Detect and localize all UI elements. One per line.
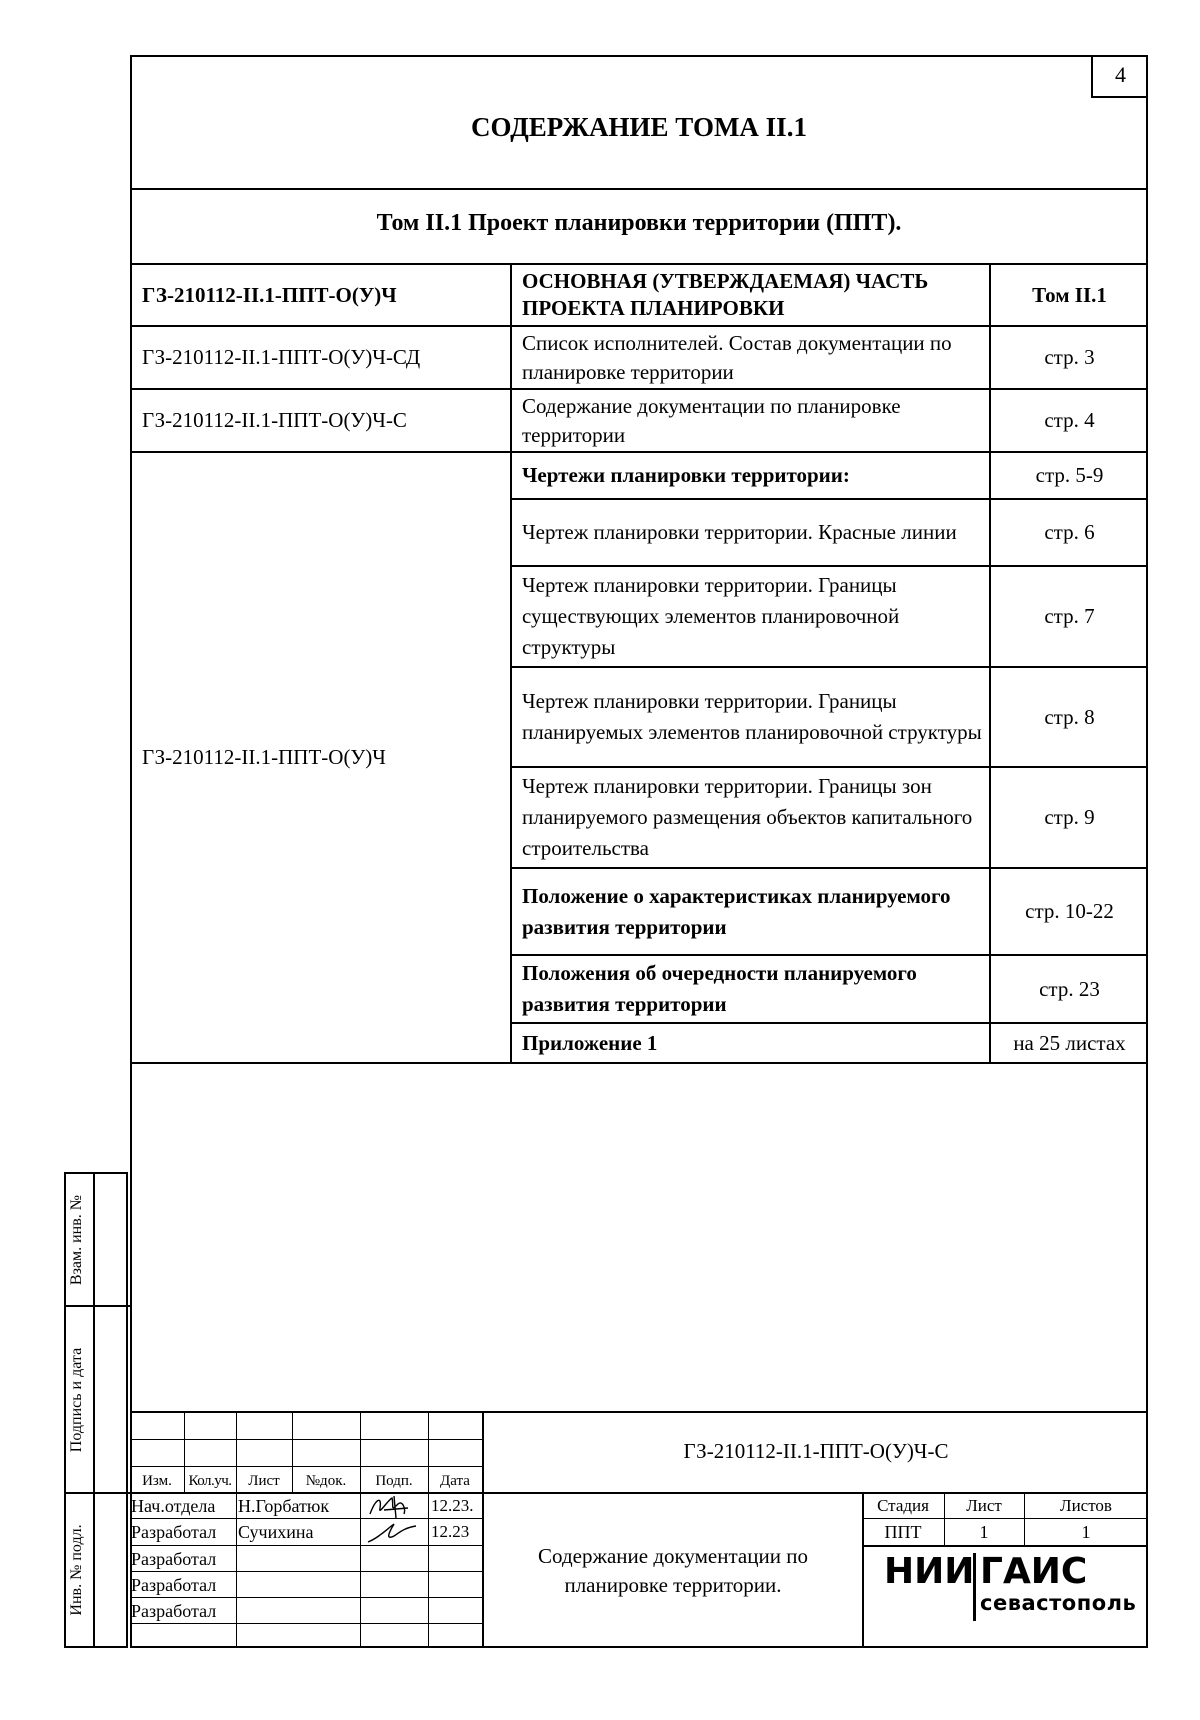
group-row-name: Чертеж планировки территории. Границы существующих элементов планировочной структуры	[522, 573, 900, 659]
page-number: 4	[1091, 55, 1148, 98]
group-row-name: Положения об очередности планируемого развития территории	[522, 961, 917, 1016]
logo-divider	[973, 1553, 976, 1621]
tb-role: Разработал	[131, 1601, 217, 1621]
tb-date: 12.23	[431, 1522, 470, 1541]
table-row-code: ГЗ-210112-II.1-ППТ-О(У)Ч-СД	[142, 345, 421, 369]
tb-role: Разработал	[131, 1549, 217, 1569]
signature-suchikhina	[364, 1520, 424, 1546]
volume-subtitle: Том II.1 Проект планировки территории (ППТ).	[376, 210, 902, 236]
group-row-page: стр. 7	[1044, 604, 1095, 628]
group-row-name: Чертежи планировки территории:	[522, 463, 850, 487]
tb-sheets: 1	[1081, 1522, 1091, 1542]
header-code: ГЗ-210112-II.1-ППТ-О(У)Ч	[142, 282, 397, 307]
group-row-page: стр. 10-22	[1025, 899, 1114, 923]
tb-header-list: Лист	[248, 1473, 280, 1489]
page-title: СОДЕРЖАНИЕ ТОМА II.1	[471, 112, 807, 142]
tb-role: Нач.отдела	[131, 1496, 216, 1516]
tb-header-izm: Изм.	[142, 1473, 172, 1489]
group-row-name: Чертеж планировки территории. Границы зон планируемого размещения объектов капитального строительства	[522, 774, 973, 860]
group-row-name: Приложение 1	[522, 1030, 658, 1055]
tb-header-koluch: Кол.уч.	[188, 1473, 232, 1489]
tb-sheet-label: Лист	[966, 1496, 1002, 1515]
tb-stage-label: Стадия	[877, 1496, 929, 1515]
tb-date: 12.23.	[431, 1496, 474, 1515]
tb-stage: ППТ	[884, 1522, 922, 1542]
group-code: ГЗ-210112-II.1-ППТ-О(У)Ч	[142, 745, 386, 769]
side-stamp-inv: Инв. № подл.	[68, 1524, 85, 1616]
table-row-page: стр. 3	[1044, 345, 1095, 369]
table-row-code: ГЗ-210112-II.1-ППТ-О(У)Ч-С	[142, 408, 407, 432]
group-row-page: стр. 23	[1039, 976, 1100, 1001]
tb-header-ndok: №док.	[305, 1473, 347, 1489]
group-row-page: на 25 листах	[1013, 1030, 1126, 1055]
side-stamp-podpis: Подпись и дата	[68, 1347, 85, 1453]
table-row-page: стр. 4	[1044, 408, 1095, 432]
tb-role: Разработал	[131, 1522, 217, 1542]
header-page: Том II.1	[1032, 282, 1107, 307]
tb-header-podp: Подп.	[375, 1473, 413, 1489]
group-row-page: стр. 5-9	[1035, 463, 1104, 487]
group-row-page: стр. 6	[1044, 520, 1095, 544]
group-row-name: Чертеж планировки территории. Красные линии	[522, 520, 957, 544]
logo-gais: ГАИС	[980, 1551, 1088, 1592]
tb-sheet: 1	[979, 1522, 989, 1542]
tb-header-data: Дата	[440, 1473, 470, 1489]
logo-nii: НИИ	[884, 1551, 975, 1592]
group-row-page: стр. 9	[1044, 805, 1095, 829]
tb-doc-name: Содержание документации по планировке территории.	[538, 1544, 808, 1597]
group-row-page: стр. 8	[1044, 704, 1095, 729]
side-stamp-vzam: Взам. инв. №	[68, 1194, 85, 1286]
tb-name: Сучихина	[238, 1522, 314, 1542]
group-row-name: Чертеж планировки территории. Границы планируемых элементов планировочной структуры	[522, 689, 982, 744]
tb-role: Разработал	[131, 1575, 217, 1595]
tb-name: Н.Горбатюк	[238, 1496, 330, 1516]
logo-sevastopol: севастополь	[980, 1591, 1137, 1615]
header-name: ОСНОВНАЯ (УТВЕРЖДАЕМАЯ) ЧАСТЬ ПРОЕКТА ПЛАНИРОВКИ	[522, 269, 929, 320]
group-row-name: Положение о характеристиках планируемого развития территории	[522, 883, 951, 939]
tb-sheets-label: Листов	[1060, 1496, 1112, 1515]
table-row-name: Список исполнителей. Состав документации по планировке территории	[522, 330, 952, 384]
table-row-name: Содержание документации по планировке территории	[522, 393, 901, 447]
signature-gorbatyuk	[364, 1494, 424, 1520]
tb-doc-code: ГЗ-210112-II.1-ППТ-О(У)Ч-С	[683, 1439, 949, 1463]
